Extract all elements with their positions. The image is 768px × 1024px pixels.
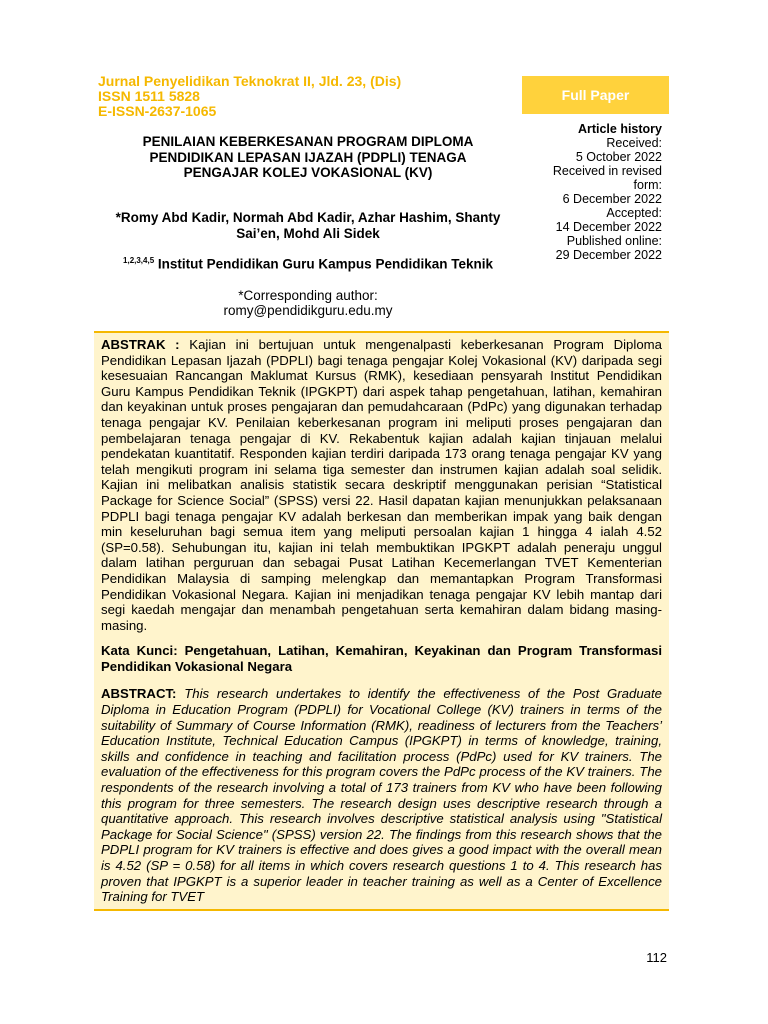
history-line: Published online: [566,234,662,248]
history-line: 5 October 2022 [575,150,662,164]
kata-kunci: Kata Kunci: Pengetahuan, Latihan, Kemahiran, Keyakinan dan Program Transformasi Pendidikan Vokasional Negara [101,643,662,674]
abstrak-label: ABSTRAK : [101,337,180,352]
journal-issn: ISSN 1511 5828 [98,88,200,104]
affiliation [98,256,518,272]
affiliation-superscript: 1,2,3,4,5 [123,256,155,265]
journal-header [98,74,401,119]
history-line: 14 December 2022 [555,220,662,234]
paper-title [98,134,518,181]
history-line: form: [633,178,662,192]
article-history-title: Article history [577,122,662,136]
abstract-label: ABSTRACT: [101,686,177,702]
affiliation-name: Institut Pendidikan Guru Kampus Pendidikan Teknik [157,256,493,272]
paper-title-line: PENILAIAN KEBERKESANAN PROGRAM DIPLOMA [142,134,474,149]
abstrak-text: Kajian ini bertujuan untuk mengenalpasti keberkesanan Program Diploma Pendidikan Lepasan Ijazah (PDPLI) bagi tenaga pengajar Kolej Vokasional (KV) daripada segi kesesuaian Rancangan Maklumat Kursus (RMK), kesediaan pensyarah Institut Pendidikan Guru Kampus Pendidikan Teknik (IPGKPT) dari aspek tahap pengetahuan, latihan, kemahiran dan keyakinan untuk proses pengajaran dan pemudahcaraan (PdPc) yang digunakan terhadap tenaga pengajar KV. Penilaian keberkesanan program ini meliputi proses pengajaran dan pembelajaran tenaga pengajar di KV. Rekabentuk kajian adalah kajian tinjauan melalui pendekatan kuantitatif. Responden kajian terdiri daripada 173 orang tenaga pengajar KV yang telah mengikuti program ini selama tiga semester dan instrumen kajian adalah soal selidik. Kajian ini melibatkan analisis statistik secara deskriptif menggunakan perisian “Statistical Package for Science Social” (SPSS) versi 22. Hasil dapatan kajian menunjukkan pelaksanaan PDPLI bagi tenaga pengajar KV adalah berkesan dan memberikan impak yang baik dengan min keseluruhan bagi semua item yang meliputi persoalan kajian 1 hingga 4 ialah 4.52 (SP=0.58). Sehubungan itu, kajian ini telah membuktikan IPGKPT adalah peneraju unggul dalam latihan perguruan dan sebagai Pusat Latihan Kecemerlangan TVET Kementerian Pendidikan Malaysia di samping melengkap dan memantapkan Program Transformasi Pendidikan Vokasional Negara. Kajian ini menjadikan tenaga pengajar KV lebih mantap dari segi kaedah mengajar dan menambah pengetahuan serta kemahiran dalam bidang masing-masing. [101,337,662,633]
abstract-paragraph [101,686,662,904]
page-number: 112 [646,950,667,965]
history-line: 29 December 2022 [555,248,662,262]
article-history [522,122,662,262]
abstract-box [94,331,669,911]
journal-name: Jurnal Penyelidikan Teknokrat II, Jld. 23, (Dis) [98,73,402,89]
history-line: Received in revised [552,164,662,178]
author-list [98,210,518,242]
paper-title-line: PENDIDIKAN LEPASAN IJAZAH (PDPLI) TENAGA [149,149,467,165]
history-line: Accepted: [606,206,662,220]
corresponding-author [98,288,518,318]
history-line: Received: [606,136,662,150]
author-line: Sai’en, Mohd Ali Sidek [236,226,380,241]
history-line: 6 December 2022 [562,192,662,206]
corresponding-email[interactable]: romy@pendidikguru.edu.my [223,303,393,318]
paper-title-line: PENGAJAR KOLEJ VOKASIONAL (KV) [183,165,433,180]
author-line: *Romy Abd Kadir, Normah Abd Kadir, Azhar Hashim, Shanty [115,210,501,225]
full-paper-badge: Full Paper [522,76,669,114]
abstrak-paragraph [101,337,662,633]
abstract-text: This research undertakes to identify the effectiveness of the Post Graduate Diploma in Education Program (PDPLI) for Vocational College (KV) trainers in terms of the suitability of Summary of Course Information (RMK), readiness of lecturers from the Teachers’ Education Institute, Technical Education Campus (IPGKPT) in terms of knowledge, training, skills and confidence in teaching and facilitation process (PdPc) used for KV trainers. The evaluation of the effectiveness for this program covers the PdPc process of the KV trainers. The respondents of the research involving a total of 173 trainers from KV who have been following this program for three semesters. The research design uses descriptive research through a quantitative approach. This research involves descriptive statistical analysis using "Statistical Package for Social Science" (SPSS) version 22. The findings from this research shows that the PDPLI program for KV trainers is effective and does gives a good impact with the overall mean is 4.52 (SP = 0.58) for all items in which covers research questions 1 to 4. This research has proven that IPGKPT is a superior leader in teacher training as well as a Center of Excellence Training for TVET [101,686,662,905]
journal-eissn: E-ISSN-2637-1065 [98,103,217,119]
corresponding-label: *Corresponding author: [238,288,378,303]
